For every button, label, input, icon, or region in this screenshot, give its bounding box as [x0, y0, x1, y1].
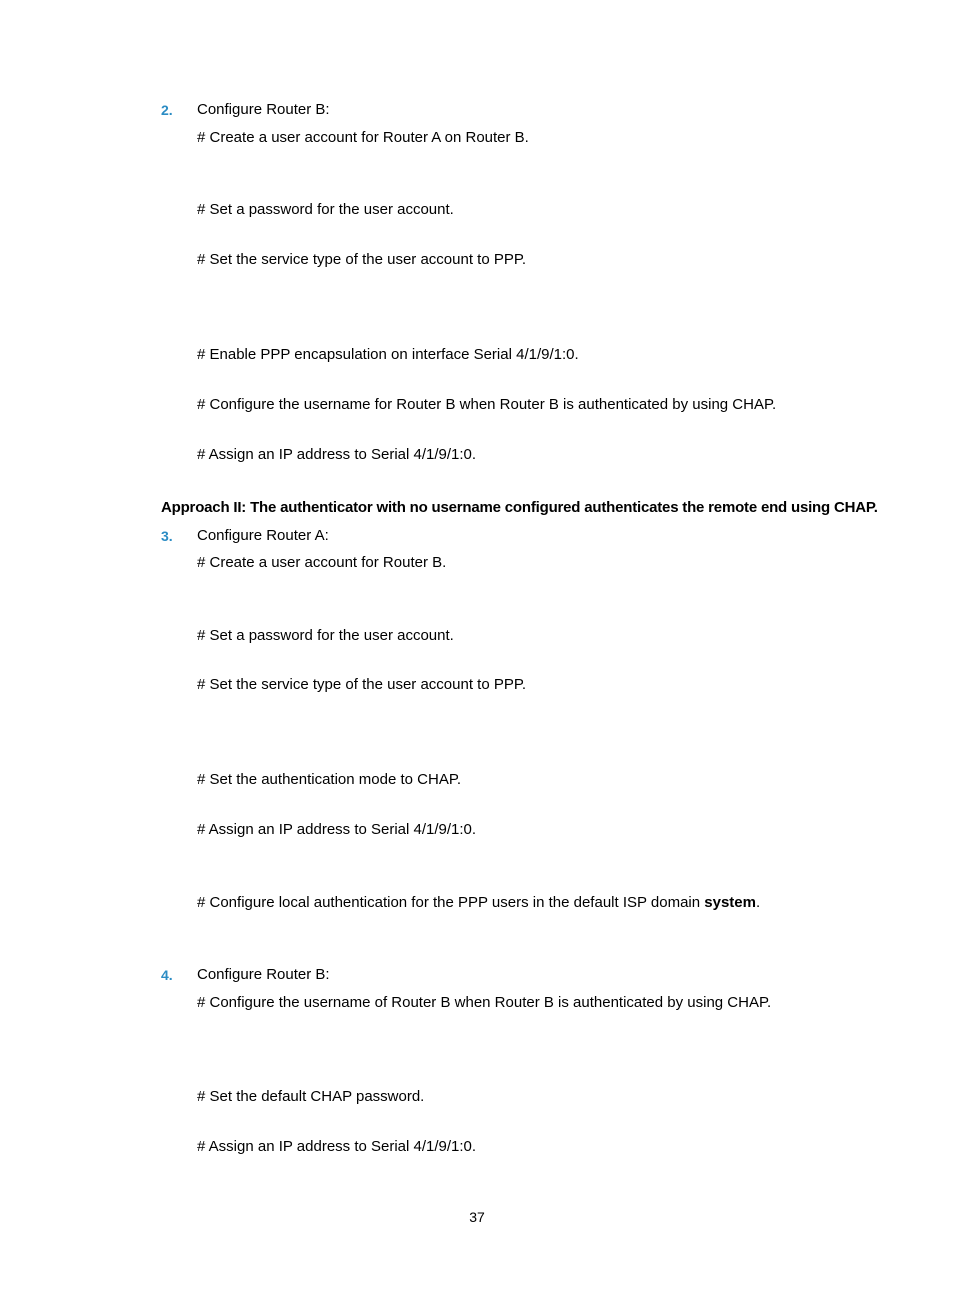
config-comment: # Set a password for the user account.	[197, 201, 454, 218]
config-comment: # Set the service type of the user account to PPP.	[197, 676, 527, 693]
domain-name: system	[704, 894, 756, 911]
config-comment: # Assign an IP address to Serial 4/1/9/1:0.	[197, 821, 477, 838]
config-comment: # Set the authentication mode to CHAP.	[197, 771, 462, 788]
config-comment: # Create a user account for Router A on Router B.	[197, 129, 529, 146]
config-comment: # Configure the username of Router B when Router B is authenticated by using CHAP.	[197, 994, 772, 1011]
config-comment: # Create a user account for Router B.	[197, 554, 447, 571]
config-comment: # Configure the username for Router B when Router B is authenticated by using CHAP.	[197, 396, 777, 413]
page-number: 37	[469, 1209, 485, 1225]
config-comment: # Set the service type of the user account to PPP.	[197, 251, 527, 268]
comment-text: # Configure local authentication for the PPP users in the default ISP domain	[197, 894, 705, 911]
config-comment	[197, 893, 760, 913]
step-title: Configure Router B:	[197, 966, 330, 983]
step-number: 2.	[161, 102, 173, 118]
config-comment: # Assign an IP address to Serial 4/1/9/1:0.	[197, 1138, 477, 1155]
step-title: Configure Router A:	[197, 527, 329, 544]
step-title: Configure Router B:	[197, 101, 330, 118]
comment-text: .	[755, 894, 761, 911]
step-number: 4.	[161, 967, 173, 983]
config-comment: # Set the default CHAP password.	[197, 1088, 425, 1105]
step-number: 3.	[161, 528, 173, 544]
config-comment: # Set a password for the user account.	[197, 627, 454, 644]
approach-heading: Approach II: The authenticator with no username configured authenticates the remote end using CHAP.	[161, 499, 878, 516]
config-comment: # Enable PPP encapsulation on interface Serial 4/1/9/1:0.	[197, 346, 579, 363]
config-comment: # Assign an IP address to Serial 4/1/9/1:0.	[197, 446, 477, 463]
